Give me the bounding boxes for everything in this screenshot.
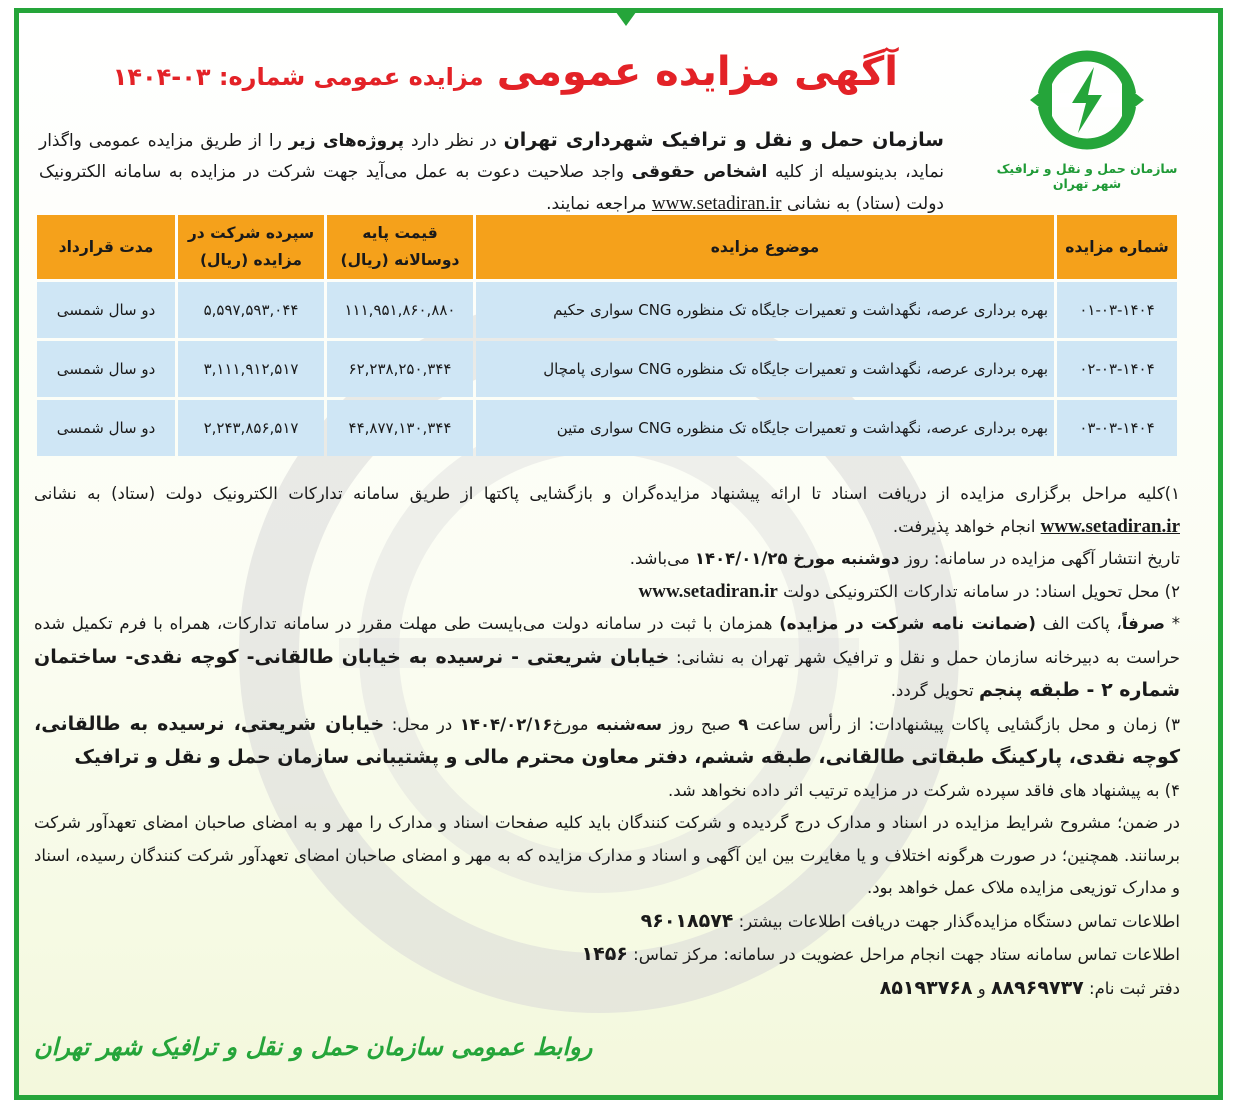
clause-3-text2: صبح روز [661, 714, 739, 734]
cell-deposit: ۳,۱۱۱,۹۱۲,۵۱۷ [178, 341, 324, 397]
clause-3-day: سه‌شنبه [596, 714, 662, 734]
clause-1 [34, 478, 1180, 543]
clause-envelope-guarantee: (ضمانت نامه شرکت در مزایده) [779, 614, 1036, 633]
top-notch [613, 8, 639, 26]
contact-auctioneer-number: ۹۶۰۱۸۵۷۴ [640, 909, 734, 932]
intro-text3: واجد صلاحیت دعوت به عمل می‌آید جهت شرکت در مزایده به سامانه الکترونیک دولت (ستاد) به نشانی [39, 162, 944, 214]
conditions-text [34, 478, 1180, 1005]
publish-date-value: دوشنبه مورخ ۱۴۰۴/۰۱/۲۵ [694, 549, 900, 568]
publish-date-label: تاریخ انتشار آگهی مزایده در سامانه: روز [899, 549, 1180, 568]
clause-2-text: ۲) محل تحویل اسناد: در سامانه تدارکات الکترونیکی دولت [777, 581, 1180, 601]
intro-site-link[interactable]: www.setadiran.ir [651, 193, 782, 214]
clause-3-hour: ۹ [738, 714, 749, 734]
cell-number: ۰۱-۰۳-۱۴۰۴ [1057, 282, 1177, 338]
intro-text2: را از طریق مزایده عمومی واگذار نماید، بدینوسیله از کلیه [39, 131, 944, 182]
cell-number: ۰۳-۰۳-۱۴۰۴ [1057, 400, 1177, 456]
contact-setad-number: ۱۴۵۶ [581, 943, 628, 965]
table-header-row [37, 215, 1177, 279]
contact-auctioneer-label: اطلاعات تماس دستگاه مزایده‌گذار جهت دریافت اطلاعات بیشتر: [733, 911, 1180, 931]
publish-date [34, 543, 1180, 576]
clause-3 [34, 708, 1180, 775]
clause-2 [34, 576, 1180, 609]
registration-office-and: و [972, 978, 991, 998]
org-logo [982, 45, 1192, 191]
clause-3-text3: مورخ [552, 714, 597, 734]
cell-deposit: ۵,۵۹۷,۵۹۳,۰۴۴ [178, 282, 324, 338]
cell-base-price: ۴۴,۸۷۷,۱۳۰,۳۴۴ [327, 400, 473, 456]
ad-title [113, 49, 898, 95]
cell-duration: دو سال شمسی [37, 400, 175, 456]
auction-table [34, 212, 1180, 459]
contact-auctioneer [34, 905, 1180, 939]
logo-caption: سازمان حمل و نقل و ترافیک شهر تهران [996, 161, 1178, 191]
clause-3-text1: ۳) زمان و محل بازگشایی پاکات پیشنهادات: از رأس ساعت [748, 714, 1180, 734]
header-duration: مدت قرارداد [37, 215, 175, 279]
contact-setad [34, 938, 1180, 972]
cell-number: ۰۲-۰۳-۱۴۰۴ [1057, 341, 1177, 397]
clause-4: ۴) به پیشنهاد های فاقد سپرده شرکت در مزایده ترتیب اثر داده نخواهد شد. [667, 780, 1180, 800]
cell-deposit: ۲,۲۴۳,۸۵۶,۵۱۷ [178, 400, 324, 456]
clause-3-address: خیابان شریعتی، نرسیده به طالقانی، کوچه نقدی، پارکینگ طبقاتی طالقانی، طبقه ششم، دفتر معاون محترم مالی و پشتیبانی سازمان حمل و نقل و ترافیک [34, 712, 1180, 768]
cell-base-price: ۶۲,۲۳۸,۲۵۰,۳۴۴ [327, 341, 473, 397]
header-subject: موضوع مزایده [476, 215, 1054, 279]
intro-org: سازمان حمل و نقل و ترافیک شهرداری تهران [503, 129, 944, 151]
title-main: آگهی مزایده عمومی [496, 49, 898, 95]
clause-3-date: ۱۴۰۴/۰۲/۱۶ [459, 714, 553, 734]
footer-signature: روابط عمومی سازمان حمل و نقل و ترافیک شهر تهران [34, 1033, 593, 1061]
publish-date-end: می‌باشد. [629, 549, 695, 568]
clause-envelope-text2: همزمان با ثبت در سامانه دولت می‌بایست طی مهلت مقرر در سامانه تدارکات، همراه با فرم تکمیل شده حراست به دبیرخانه سازمان حمل و نقل و ترافیک شهر تهران به نشانی: [34, 614, 1180, 667]
notes-paragraph: در ضمن؛ مشروح شرایط مزایده در اسناد و مدارک درج گردیده و شرکت کنندگان باید کلیه صفحات اسناد و مدارک را مهر و به امضای صاحبان امضای تعهدآور شرکت برسانند. همچنین؛ در صورت هرگونه اختلاف و یا مغایرت بین این آگهی و اسناد و مدارک مزایده که به مهر و امضای صاحبان امضای تعهدآور شرکت کنندگان رسیده، اسناد و مدارک توزیعی مزایده ملاک عمل خواهد بود. [34, 813, 1180, 897]
header-base-price: قیمت پایه دوسالانه (ریال) [327, 215, 473, 279]
org-logo-icon [1028, 45, 1146, 155]
table-row [37, 400, 1177, 456]
registration-office-number-1: ۸۸۹۶۹۷۳۷ [990, 976, 1084, 999]
header-number: شماره مزایده [1057, 215, 1177, 279]
header-deposit: سپرده شرکت در مزایده (ریال) [178, 215, 324, 279]
clause-envelope-star: * [1165, 614, 1180, 633]
clause-envelope-address: خیابان شریعتی - نرسیده به خیابان طالقانی- کوچه نقدی- ساختمان شماره ۲ - طبقه پنجم [34, 645, 1180, 701]
table-row [37, 341, 1177, 397]
cell-base-price: ۱۱۱,۹۵۱,۸۶۰,۸۸۰ [327, 282, 473, 338]
clause-1-site-link[interactable]: www.setadiran.ir [1040, 515, 1180, 537]
clause-2-site-link[interactable]: www.setadiran.ir [638, 580, 778, 602]
clause-envelope [34, 608, 1180, 708]
cell-subject: بهره برداری عرصه، نگهداشت و تعمیرات جایگاه تک منظوره CNG سواری حکیم [476, 282, 1054, 338]
table-row [37, 282, 1177, 338]
registration-office-label: دفتر ثبت نام: [1083, 978, 1180, 998]
cell-duration: دو سال شمسی [37, 282, 175, 338]
cell-subject: بهره برداری عرصه، نگهداشت و تعمیرات جایگاه تک منظوره CNG سواری پامچال [476, 341, 1054, 397]
contact-setad-label: اطلاعات تماس سامانه ستاد جهت انجام مراحل عضویت در سامانه: مرکز تماس: [627, 945, 1180, 964]
intro-paragraph [39, 125, 944, 220]
clause-1-end: انجام خواهد پذیرفت. [892, 516, 1041, 536]
clause-envelope-text1: ، پاکت الف [1035, 614, 1122, 633]
clause-envelope-only: صرفاً [1121, 614, 1165, 633]
intro-entities: اشخاص حقوقی [631, 162, 768, 182]
intro-projects: پروژه‌های زیر [288, 131, 405, 151]
clause-1-text: ۱)کلیه مراحل برگزاری مزایده از دریافت اسناد تا ارائه پیشنهاد مزایده‌گران و بازگشایی پاکتها از طریق سامانه تدارکات الکترونیک دولت (ستاد) به نشانی [34, 484, 1180, 503]
title-sub: مزایده عمومی شماره: ۰۳-۱۴۰۴ [112, 63, 484, 91]
intro-text4: مراجعه نمایند. [546, 194, 652, 214]
clause-3-text4: در محل: [384, 714, 460, 734]
cell-duration: دو سال شمسی [37, 341, 175, 397]
registration-office [34, 972, 1180, 1006]
registration-office-number-2: ۸۵۱۹۳۷۶۸ [879, 976, 973, 999]
intro-text1: در نظر دارد [404, 131, 504, 151]
cell-subject: بهره برداری عرصه، نگهداشت و تعمیرات جایگاه تک منظوره CNG سواری متین [476, 400, 1054, 456]
clause-envelope-end: تحویل گردد. [890, 681, 979, 700]
